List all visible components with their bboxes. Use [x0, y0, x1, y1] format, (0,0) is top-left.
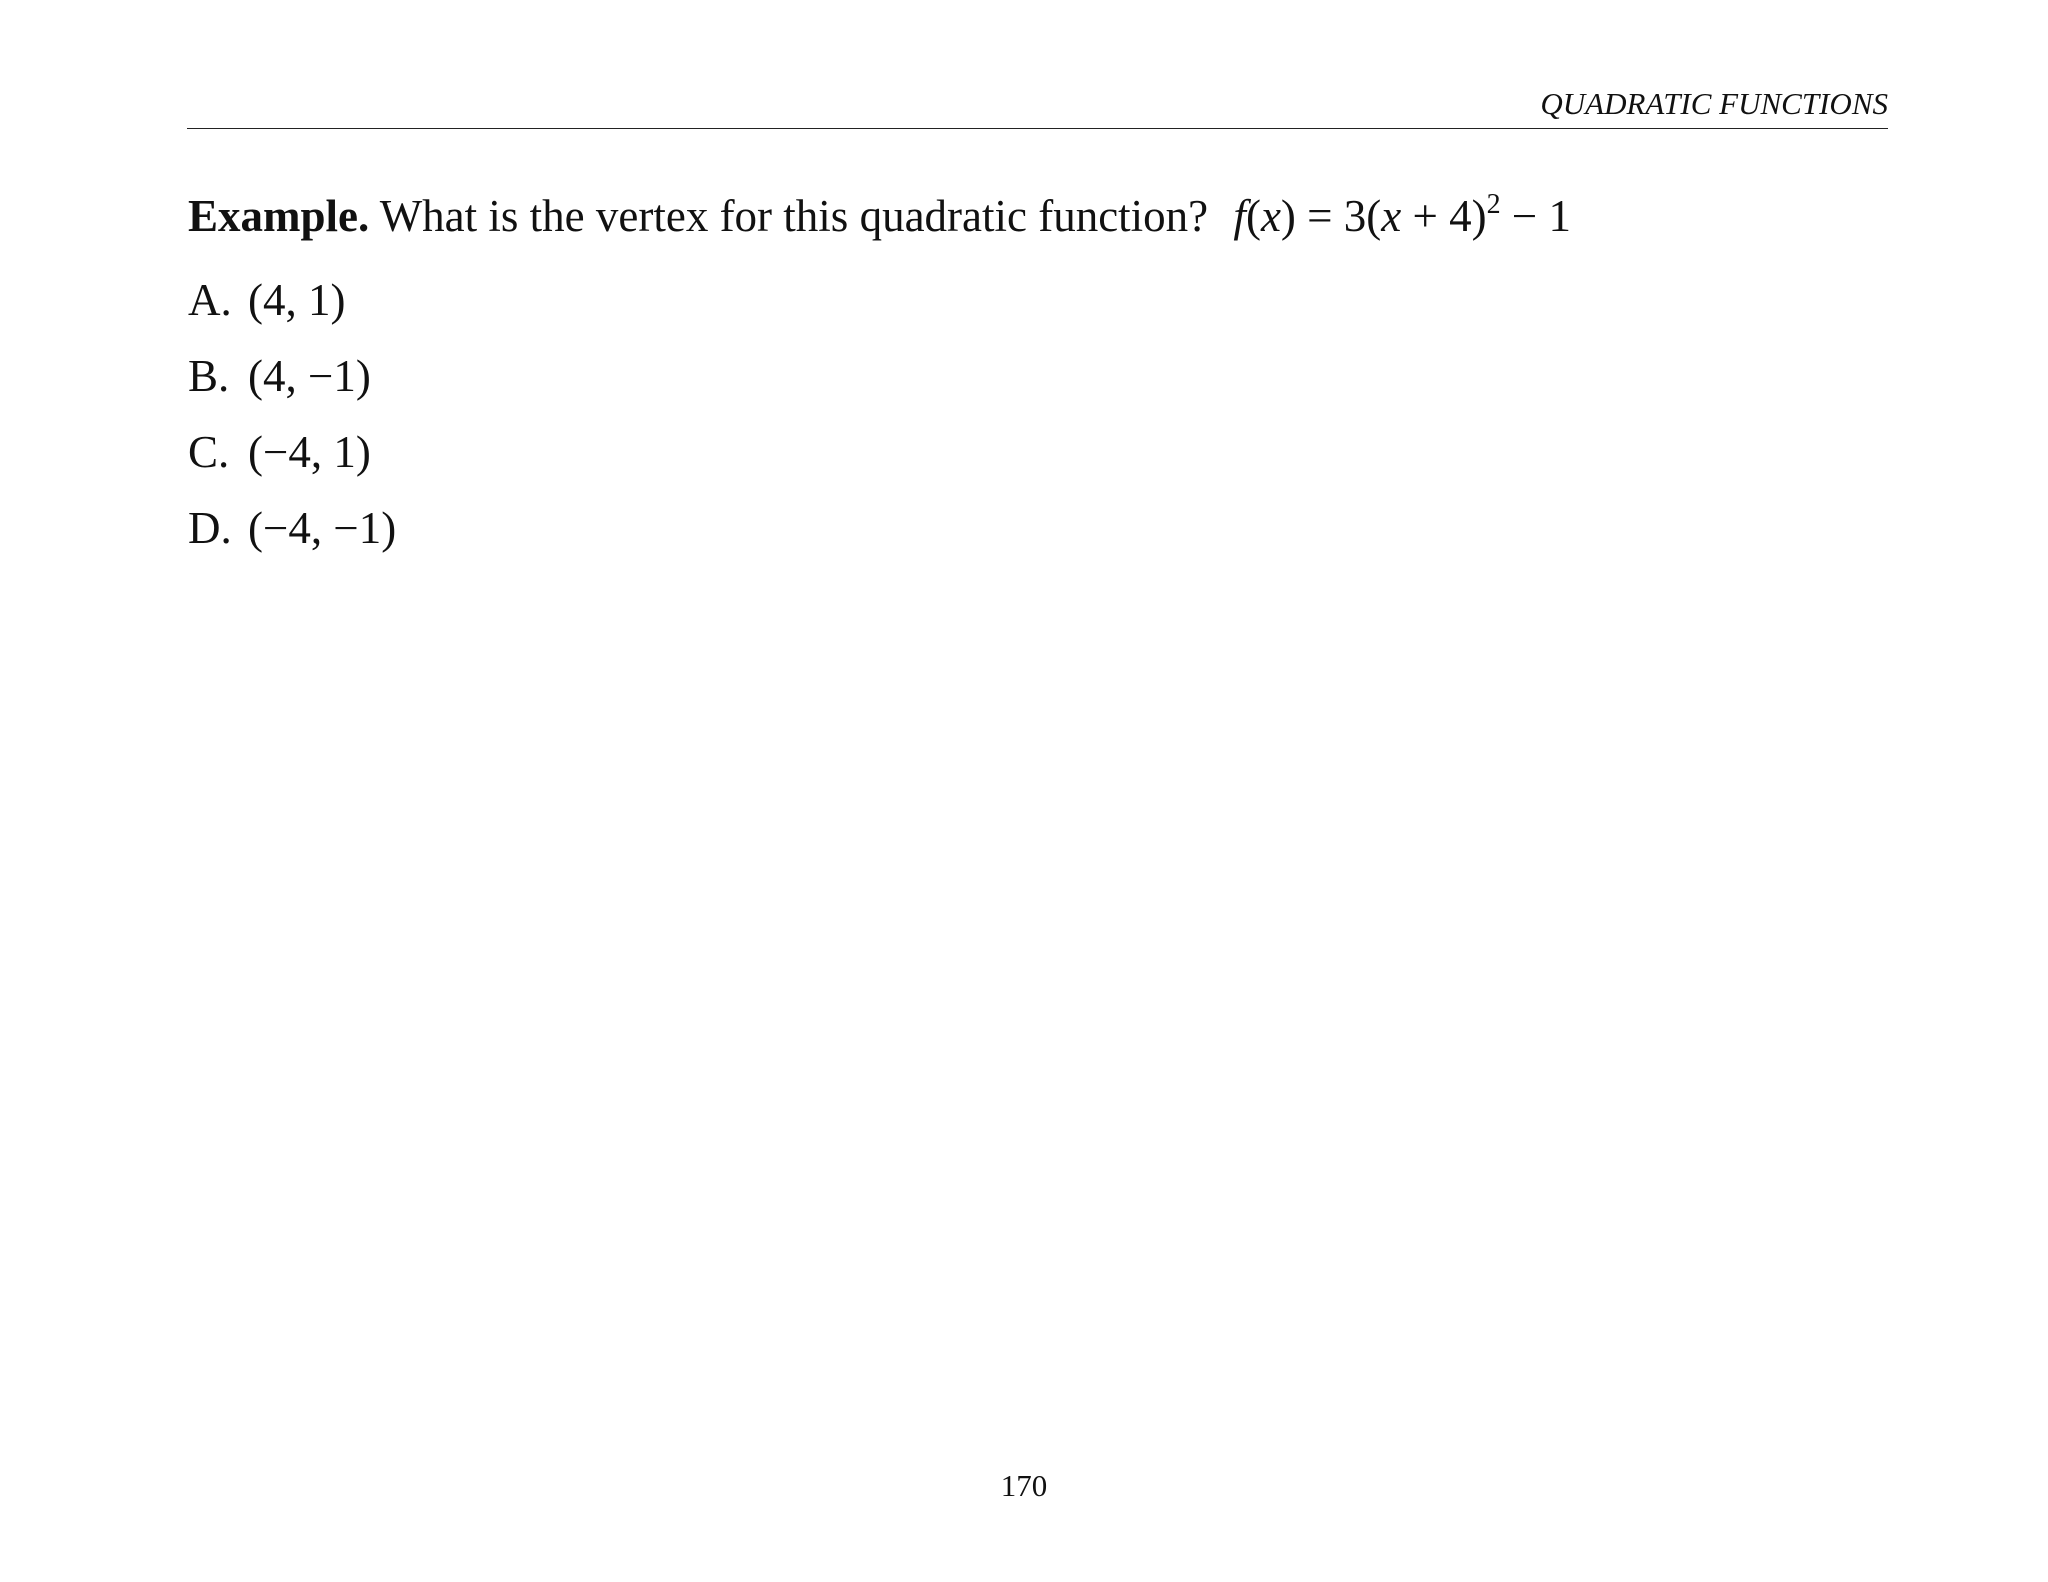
question-text: What is the vertex for this quadratic function? — [379, 191, 1209, 241]
choice-value: (4, −1) — [248, 351, 371, 401]
equation-x1: x — [1260, 191, 1281, 241]
choice-a[interactable] — [188, 262, 396, 338]
equation-open: ( — [1245, 191, 1261, 241]
choice-b[interactable] — [188, 338, 396, 414]
equation-plus: + 4) — [1401, 191, 1487, 241]
equation-middle: ) = 3( — [1280, 191, 1382, 241]
choice-d[interactable] — [188, 490, 396, 566]
equation — [1233, 191, 1571, 241]
choice-letter: D. — [188, 503, 232, 553]
page-number: 170 — [1000, 1468, 1048, 1503]
choice-c[interactable] — [188, 414, 396, 490]
equation-exponent: 2 — [1486, 189, 1501, 220]
choice-letter: B. — [188, 351, 230, 401]
choices-list — [188, 262, 396, 566]
equation-tail: − 1 — [1500, 191, 1572, 241]
choice-value: (−4, −1) — [248, 503, 397, 553]
running-head: QUADRATIC FUNCTIONS — [1540, 86, 1888, 121]
choice-letter: C. — [188, 427, 230, 477]
equation-f: f — [1233, 191, 1246, 241]
equation-x2: x — [1381, 191, 1402, 241]
choice-letter: A. — [188, 275, 232, 325]
question — [188, 186, 1571, 246]
question-lead: Example. — [188, 191, 370, 241]
choice-value: (4, 1) — [248, 275, 346, 325]
header-rule — [187, 128, 1888, 129]
choice-value: (−4, 1) — [248, 427, 371, 477]
